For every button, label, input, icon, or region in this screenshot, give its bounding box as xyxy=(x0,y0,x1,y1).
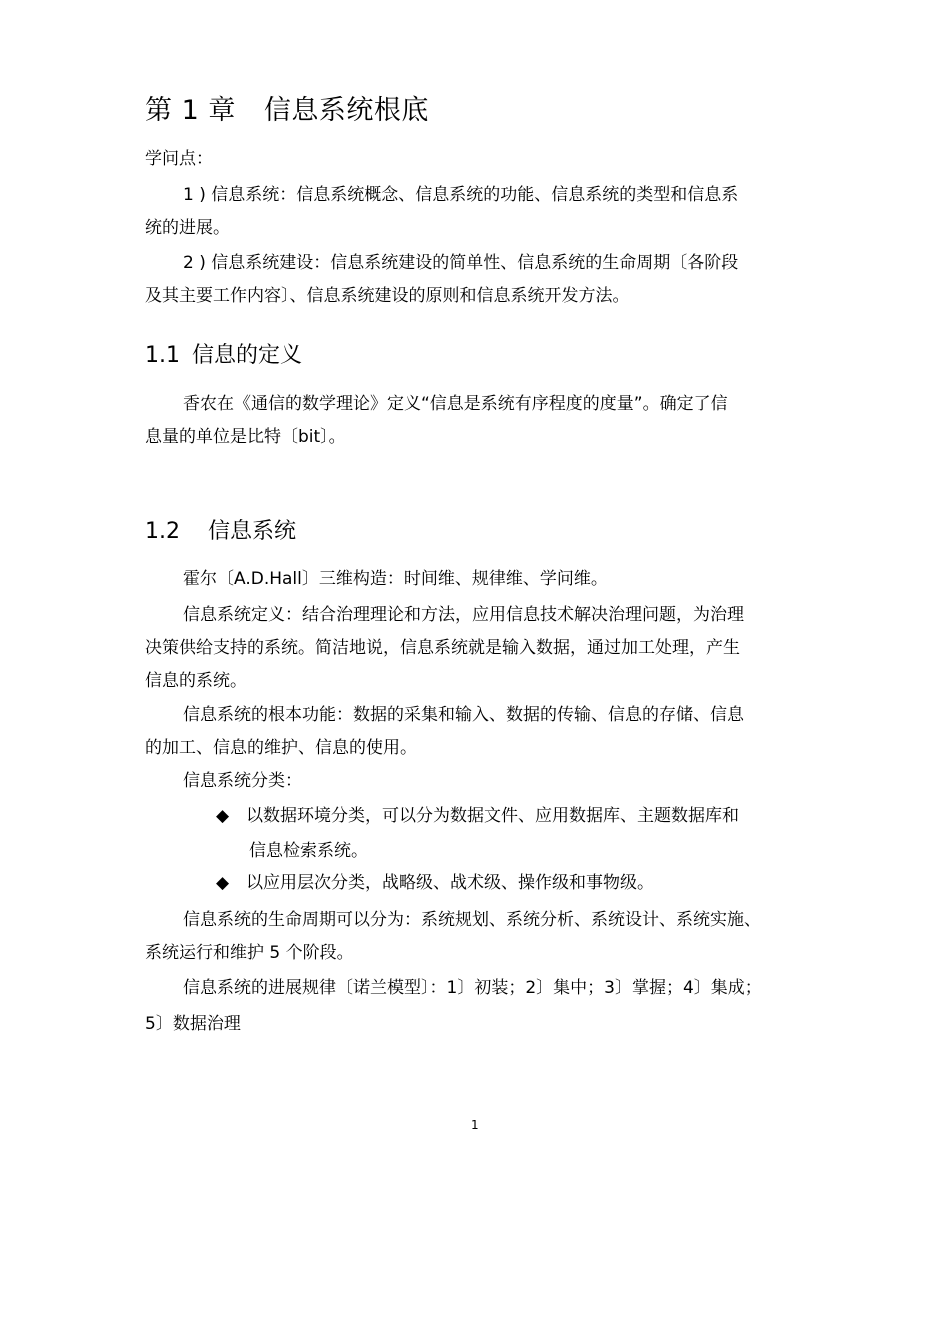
basic-functions-line-2: 的加工、信息的维护、信息的使用。 xyxy=(145,738,417,758)
section-1-2-number: 1.2 xyxy=(145,519,180,544)
life-cycle-line-2: 系统运行和维护 5 个阶段。 xyxy=(145,943,354,963)
section-1-2-heading xyxy=(145,514,296,545)
chapter-number: 第 1 章 xyxy=(145,95,236,126)
section-1-1-para-line-2: 息量的单位是比特〔bit〕。 xyxy=(145,427,346,447)
basic-functions-line-1: 信息系统的根本功能：数据的采集和输入、数据的传输、信息的存储、信息 xyxy=(183,705,744,725)
system-definition-line-1: 信息系统定义：结合治理理论和方法，应用信息技术解决治理问题，为治理 xyxy=(183,605,744,625)
section-1-1-title: 信息的定义 xyxy=(192,343,303,368)
section-1-2-title: 信息系统 xyxy=(208,519,297,544)
nolan-model-line-2: 5〕数据治理 xyxy=(145,1014,241,1034)
bullet-1-line-2: 信息检索系统。 xyxy=(249,841,368,861)
knowledge-label: 学问点： xyxy=(145,149,213,169)
chapter-heading xyxy=(145,88,429,127)
system-definition-line-3: 信息的系统。 xyxy=(145,671,247,691)
life-cycle-line-1: 信息系统的生命周期可以分为：系统规划、系统分析、系统设计、系统实施、 xyxy=(183,910,761,930)
section-1-1-heading xyxy=(145,338,302,369)
nolan-model-line-1: 信息系统的进展规律〔诺兰模型〕：1〕初装；2〕集中；3〕掌握；4〕集成； xyxy=(183,978,762,998)
hall-three-dimensions: 霍尔〔A.D.Hall〕三维构造：时间维、规律维、学问维。 xyxy=(183,569,608,589)
knowledge-point-2-line-2: 及其主要工作内容〕、信息系统建设的原则和信息系统开发方法。 xyxy=(145,286,630,306)
classification-label: 信息系统分类： xyxy=(183,771,302,791)
knowledge-point-1-line-2: 统的进展。 xyxy=(145,218,230,238)
system-definition-line-2: 决策供给支持的系统。简洁地说，信息系统就是输入数据，通过加工处理，产生 xyxy=(145,638,740,658)
bullet-diamond-icon: ◆ xyxy=(216,873,230,893)
knowledge-point-1-line-1: 1 ) 信息系统：信息系统概念、信息系统的功能、信息系统的类型和信息系 xyxy=(183,185,739,205)
bullet-diamond-icon: ◆ xyxy=(216,806,230,826)
section-1-1-para-line-1: 香农在《通信的数学理论》定义“信息是系统有序程度的度量”。确定了信 xyxy=(183,394,728,414)
chapter-title: 信息系统根底 xyxy=(263,95,429,126)
page-number: 1 xyxy=(471,1118,479,1132)
bullet-2: 以应用层次分类，战略级、战术级、操作级和事物级。 xyxy=(246,873,654,893)
knowledge-point-2-line-1: 2 ) 信息系统建设：信息系统建设的简单性、信息系统的生命周期〔各阶段 xyxy=(183,253,739,273)
section-1-1-number: 1.1 xyxy=(145,343,180,368)
bullet-1-line-1: 以数据环境分类，可以分为数据文件、应用数据库、主题数据库和 xyxy=(246,806,739,826)
